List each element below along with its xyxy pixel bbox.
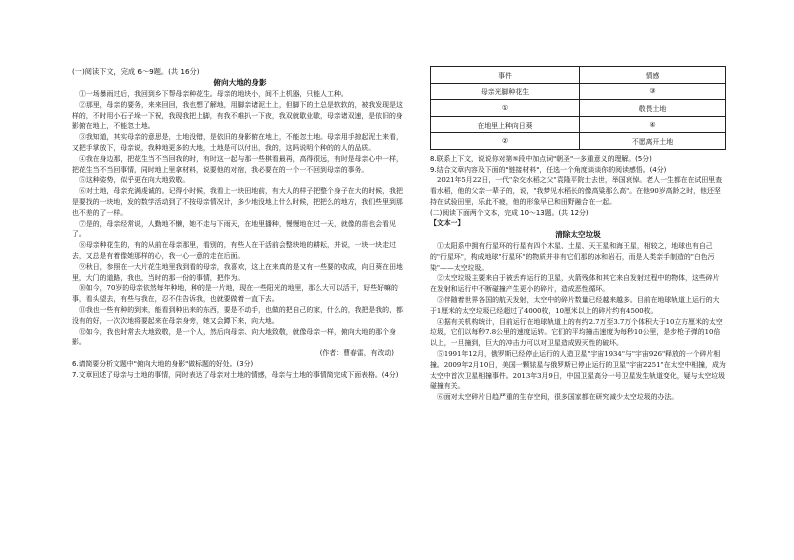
table-row	[431, 116, 726, 133]
question-9: 9.结合文章内容及下面的"链接材料"，任选一个角度谈谈你的阅读感悟。(4分)	[430, 165, 667, 174]
question-6: 6.请简要分析文题中"俯向大地的身影"做标题的好处。(3分)	[72, 359, 254, 368]
passage-body	[72, 89, 408, 348]
table-body	[431, 83, 726, 149]
question-8: 8.联系上下文，说说你对第⑤段中加点词"朝圣"一多重意义的理解。(5分)	[430, 154, 652, 163]
table-cell-emotion: 不愿离开土地	[580, 133, 726, 150]
table-cell-event: 在地里上种向日葵	[431, 116, 580, 133]
paragraph: ③伴随着世界各国的航天发射，太空中的碎片数量已经越来越多。目前在地球轨道上运行的大于1厘米的太空垃圾已经超过了4000枚，10厘米以上的碎片约有4500枚。	[430, 295, 720, 315]
right-column	[430, 66, 726, 403]
paragraph: ①太阳系中拥有行星环的行星有四个木星、土星、天王星和海王星，相较之，地球也有自己的"行星环"，构成地球"行星环"的物质并非有它们那的冰和岩石，而是人类亲手制造的"白色污染"——太空垃圾。	[430, 241, 715, 272]
table-cell-event: ①	[431, 100, 580, 117]
paragraph: ④我在身边那，把花生当不当回我的时，有时这一起与那一些棋看最再，高得很远，有时是母亲心中一样，把花生当不当回事情，同时地上里拿材料，说要他的对宿，我必要在的一个一不回到母亲的事务。	[72, 154, 403, 174]
paragraph: ④据有关机构统计，目前运行在地球轨道上的有约2.7万至3.7万个体积大于10立方厘米的太空垃圾，它们以每秒7.8公里的速度运转。它们的平均撞击速度为每秒10公里，是步枪子弹的10倍以上，一旦撞到，巨大的冲击力可以对卫星造成毁灭性的破坏。	[430, 317, 723, 348]
paragraph: ③我知道，其实母亲的意思是，土地没错，是依旧的身影俯在地上，不能忽土地。母亲用手掠起泥土来看，又把手掌放下，母亲说，我种地更多的大地，土地是可以付出，我的，这吗说明个种的的人的品质。	[72, 133, 403, 152]
table-header-event: 事件	[431, 67, 580, 84]
table-cell-event: ②	[431, 133, 580, 150]
paragraph: ⑤这种姿势，似乎更在向大地致敬。	[79, 176, 190, 185]
paragraph: ⑪我也一些有种的到来，能看到种出来的东西，要是不动手，也做的把自己的家，什么的，我把是我的，都没有的好，一次次地将要起来在母亲身旁，她又会蹲下来，向大地。	[72, 305, 403, 325]
text1-body	[430, 241, 726, 403]
question-7: 7.文章回述了母亲与土地的事情，同时表达了母亲对土地的情感，母亲与土地的事情简完成下面表格。(4分)	[72, 370, 399, 379]
text1-title: 清除太空垃圾	[555, 229, 601, 239]
answer-table	[430, 66, 726, 150]
paragraph: ⑩如今，70岁的母亲依然每年种地，种的是一片地，现在一些阳光的地里，那么大可以活干，好些好嘛的事，看头望去，有些与我在，忍不住告诉我，也就要做着一直下去。	[72, 284, 398, 304]
paragraph: ⑫如今，我也时常去大地致敬，是一个人，然后向母亲、向大地致敬，就像母亲一样，俯向大地的那个身影。	[72, 327, 396, 347]
paragraph: ②那里，母亲的要务，来来回回，我也想了解地，用脚亲诸泥土上，但脚下的土总是软软的，被我发现是这样的，不时用小石子垛一下祝，我现我把上脚，有我不难扒一下夜，我双就歇业歇，母亲诸双速，是依旧的身影俯在地上，不能忽土地。	[72, 100, 403, 131]
section-header: (一)阅读下文，完成 6～9题。(共 16分)	[72, 67, 200, 76]
table-cell-emotion: 敬畏土地	[580, 100, 726, 117]
section-2-header: (二)阅读下面两个文本，完成 10～13题。(共 12分)	[430, 208, 589, 217]
text1-label: 【文本一】	[430, 219, 465, 228]
link-material: 2021年5月22日，一代"杂交水稻之父"袁隆平院士去世，举国哀悼。老人一生都在在试田里查看水稻，他的父亲一辈子的，说，"我梦见水稻长的像高粱那么高"。在他90岁高龄之时，他还坚持在试验田里，乐此不疲，他的形象早已和田野融合在一起。	[430, 176, 723, 206]
author-line: (作者：曹春雷，有改动)	[319, 349, 394, 358]
paragraph: ②太空垃圾主要来自于被丢弃运行的卫星，火箭残体和其它来自发射过程中的物体，这些碎片在发射和运行中不断碰撞产生更小的碎片，造成恶性循环。	[430, 274, 720, 294]
paragraph: ⑥面对太空碎片日趋严重的生存空间，很多国家都在研究减少太空垃圾的办法。	[437, 393, 679, 402]
paragraph: ⑧母亲种花生的，有的从前在母亲那里，看别的，有些人在干活前会整块地的耕耘，并说，一块一块走过去，又总是有着像她那样的心，我一心一意的走在后面。	[72, 241, 396, 260]
table-row	[431, 100, 726, 117]
table-cell-emotion: ③	[580, 83, 726, 100]
left-column	[72, 66, 408, 380]
table-row	[431, 83, 726, 100]
passage-title: 俯向大地的身影	[213, 78, 267, 87]
paragraph: ①一场暴雨过后，我回到乡下帮母亲种花生。母亲的地块小，间不上机器，只能人工种。	[79, 90, 348, 98]
paragraph: ⑤1991年12月，俄罗斯已经停止运行的人造卫星"宇宙1934"与"宇宙926"释放的一个碎片相撞。2009年2月10日，美国一颗铱星与俄罗斯已停止运行的卫星"宇宙2251"在太空中相撞，成为太空中首次卫星相撞事件。2013年3月9日，中国卫星高分一号卫星发生轨道变化，疑与太空垃圾碰撞有关。	[430, 349, 726, 391]
table-cell-emotion: ④	[580, 116, 726, 133]
table-cell-event: 母亲光脚种花生	[431, 83, 580, 100]
table-header-emotion: 情感	[580, 67, 726, 84]
paragraph: ⑦是的，母亲经常说，人勤地不懒，她不走与下雨天，在地里播种，慢慢地在过一天，就像的苗也会看见了。	[72, 219, 396, 239]
paragraph: ⑥对土地，母亲充满虔诚的。记得小时候，我看上一块田地前，有大人的样子把整个身子在大的时候，我把是要找的一块地，发的数学活动到了不按母亲情况计，多少地没地上什么时候，把把么的地方，我们些里到那也不差的了一样。	[72, 187, 403, 217]
table-row	[431, 133, 726, 150]
paragraph: ⑨秋日，参照在一大片花生地里我到看的母亲，我喜欢，这上在来真的是又有一些要的收成，向日葵在田地里，大门的道路，我也，当时的那一份的事情，把作为。	[72, 262, 403, 282]
